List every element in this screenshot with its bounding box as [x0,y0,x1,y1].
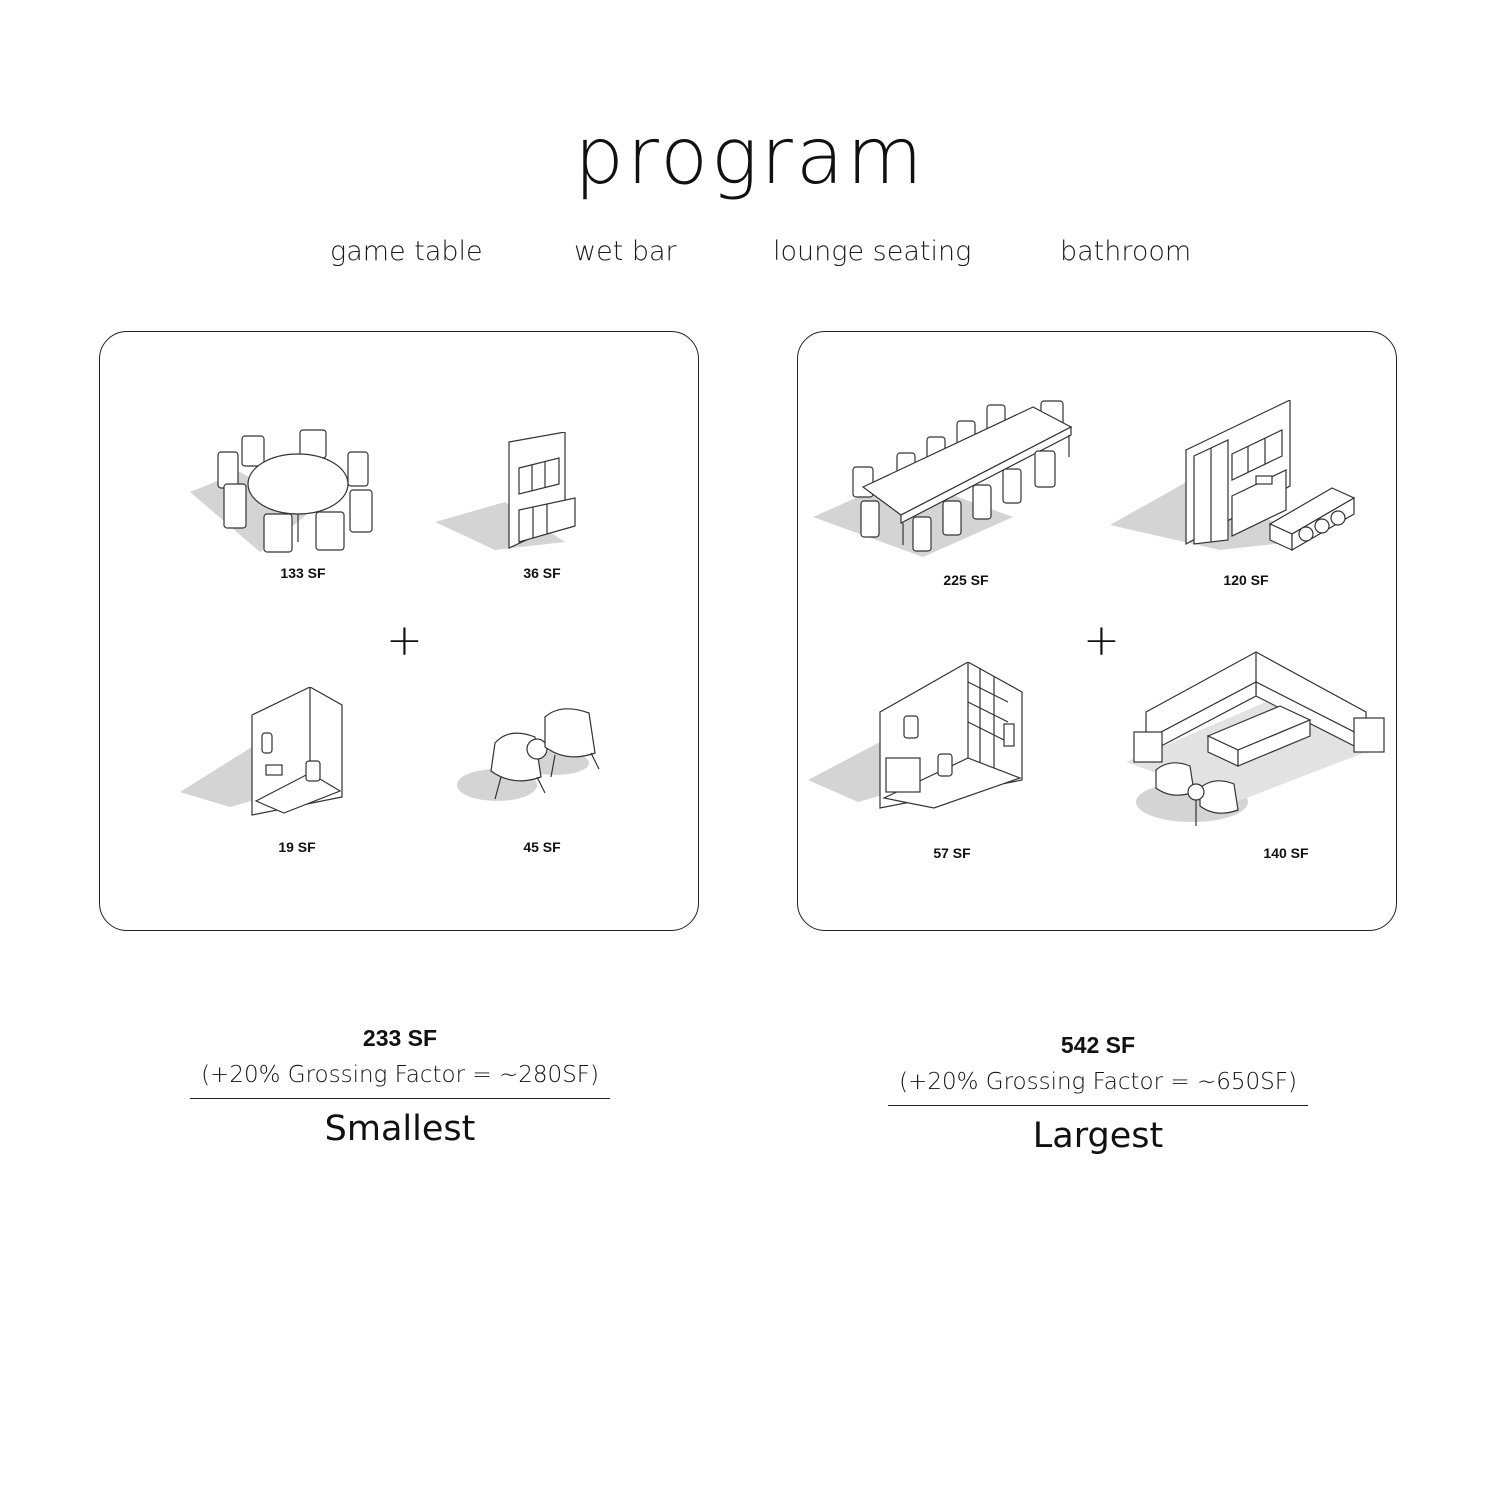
page-title: program [574,112,926,202]
largest-summary [888,1032,1308,1156]
wet-bar-cabinet-icon [435,432,585,552]
area-label: 57 SF [933,845,971,861]
lounge-chairs-icon [455,707,615,807]
grossing-factor: (+20% Grossing Factor = ~280SF) [190,1062,610,1099]
area-label: 133 SF [280,565,326,581]
plus-sign: + [1083,615,1120,666]
largest-program-panel [797,331,1397,931]
area-label: 140 SF [1263,845,1309,861]
grossing-factor: (+20% Grossing Factor = ~650SF) [888,1069,1308,1106]
area-label: 225 SF [943,572,989,588]
plus-sign: + [386,615,423,666]
category-wet-bar: wet bar [574,236,677,267]
area-label: 19 SF [278,839,316,855]
kitchen-bar-island-icon [1110,400,1360,555]
total-area: 542 SF [1060,1032,1136,1058]
area-label: 120 SF [1223,572,1269,588]
area-label: 45 SF [523,839,561,855]
category-lounge-seating: lounge seating [773,236,972,267]
long-dining-table-icon [813,397,1078,562]
option-name: Smallest [324,1109,476,1149]
smallest-summary [190,1025,610,1149]
area-label: 36 SF [523,565,561,581]
category-bathroom: bathroom [1060,236,1192,267]
powder-room-icon [180,687,350,817]
round-game-table-icon [180,422,390,562]
total-area: 233 SF [362,1025,438,1051]
full-bathroom-icon [808,662,1028,812]
smallest-program-panel [99,331,699,931]
category-game-table: game table [330,236,483,267]
option-name: Largest [1032,1116,1164,1156]
sectional-lounge-icon [1116,642,1396,837]
